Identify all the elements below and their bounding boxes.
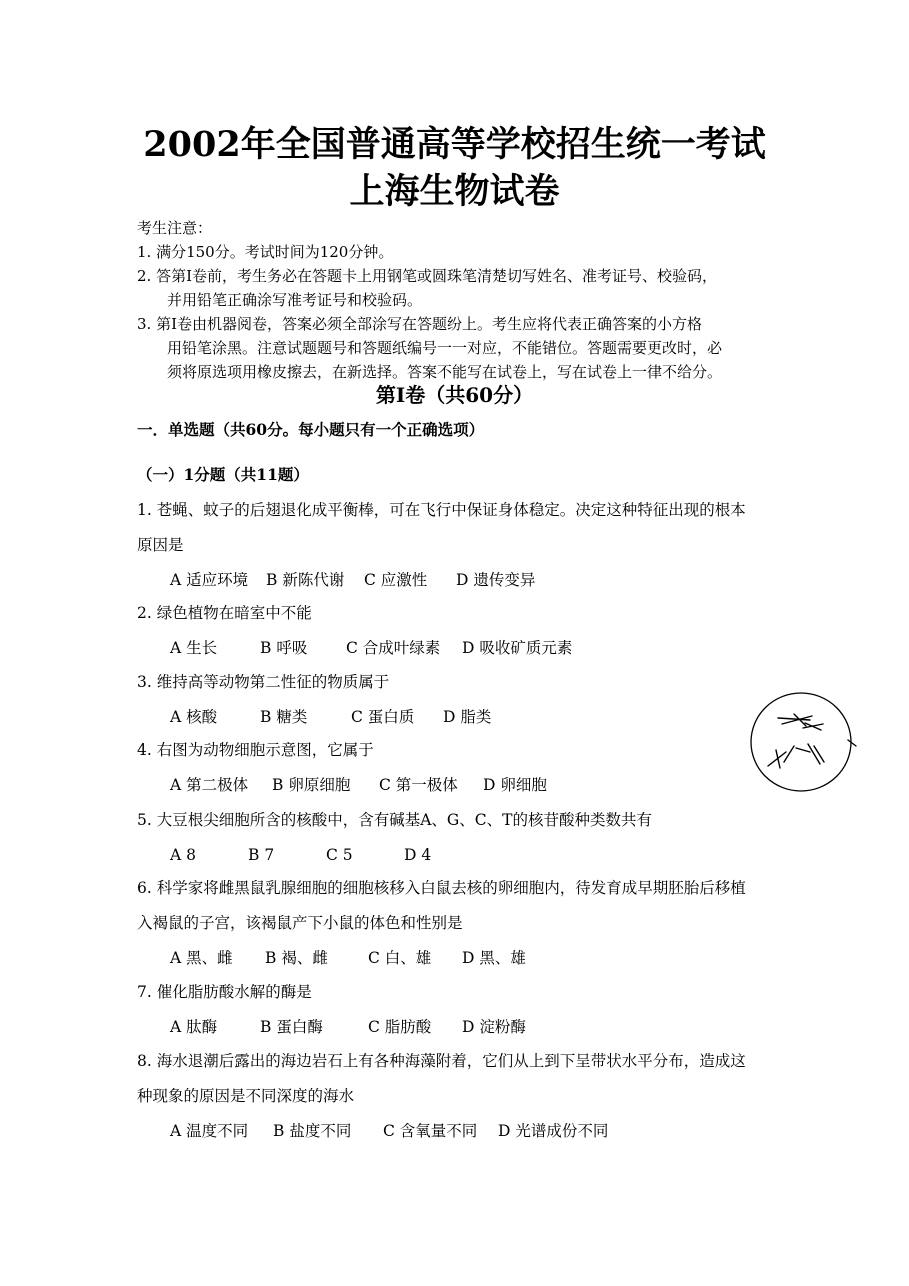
section-single-choice: 一．单选题（共60分。每小题只有一个正确选项） xyxy=(137,420,485,439)
option-d: D 淀粉酶 xyxy=(462,1018,526,1036)
notice-item-2: 2. 答第Ⅰ卷前，考生务必在答题卡上用钢笔或圆珠笔清楚切写姓名、准考证号、校验码， xyxy=(137,267,718,285)
question-1-options xyxy=(170,570,535,590)
option-c: C 第一极体 xyxy=(379,776,458,794)
option-b: B 盐度不同 xyxy=(273,1122,352,1140)
question-6-line1: 6. 科学家将雌黑鼠乳腺细胞的细胞核移入白鼠去核的卵细胞内，待发育成早期胚胎后移植 xyxy=(137,879,746,897)
notice-item-3: 3. 第Ⅰ卷由机器阅卷，答案必须全部涂写在答题纷上。考生应将代表正确答案的小方格 xyxy=(137,315,703,333)
question-1-line2: 原因是 xyxy=(137,536,184,554)
option-d: D 遗传变异 xyxy=(456,571,536,589)
option-b: B 蛋白酶 xyxy=(260,1018,323,1036)
question-8-line2: 种现象的原因是不同深度的海水 xyxy=(137,1087,355,1105)
question-2-line1: 2. 绿色植物在暗室中不能 xyxy=(137,604,312,622)
question-8-line1: 8. 海水退潮后露出的海边岩石上有各种海藻附着，它们从上到下呈带状水平分布，造成这 xyxy=(137,1052,746,1070)
question-5-line1: 5. 大豆根尖细胞所含的核酸中，含有碱基A、G、C、T的核苷酸种类数共有 xyxy=(137,811,652,829)
question-6-line2: 入褐鼠的子宫，该褐鼠产下小鼠的体色和性别是 xyxy=(137,914,463,932)
chromosomes xyxy=(768,714,856,768)
notice-item-3-cont2: 须将原选项用橡皮擦去，在新选择。答案不能写在试卷上，写在试卷上一律不给分。 xyxy=(167,363,723,381)
option-d: D 卵细胞 xyxy=(483,776,547,794)
question-1-line1: 1. 苍蝇、蚊子的后翅退化成平衡棒，可在飞行中保证身体稳定。决定这种特征出现的根本 xyxy=(137,501,746,519)
option-d: D 光谱成份不同 xyxy=(498,1122,609,1140)
cell-membrane xyxy=(751,693,851,791)
option-c: C 白、雄 xyxy=(368,949,432,967)
option-d: D 脂类 xyxy=(443,708,492,726)
option-b: B 糖类 xyxy=(260,708,308,726)
question-5-options xyxy=(170,845,431,865)
option-a: A 黑、雌 xyxy=(170,949,233,967)
question-3-line1: 3. 维持高等动物第二性征的物质属于 xyxy=(137,673,390,691)
option-b: B 7 xyxy=(248,846,275,864)
subsection-1-point: （一）1分题（共11题） xyxy=(137,465,309,484)
option-a: A 核酸 xyxy=(170,708,218,726)
notice-item-1: 1. 满分150分。考试时间为120分钟。 xyxy=(137,243,394,261)
notice-item-3-cont1: 用铅笔涂黑。注意试题题号和答题纸编号一一对应，不能错位。答题需要更改时，必 xyxy=(167,339,723,357)
option-a: A 生长 xyxy=(170,639,218,657)
exam-title-line1: 2002年全国普通高等学校招生统一考试 xyxy=(143,124,766,165)
option-c: C 脂肪酸 xyxy=(368,1018,432,1036)
question-4-line1: 4. 右图为动物细胞示意图，它属于 xyxy=(137,741,374,759)
option-c: C 合成叶绿素 xyxy=(346,639,441,657)
option-c: C 蛋白质 xyxy=(351,708,415,726)
notice-item-2-cont: 并用铅笔正确涂写准考证号和校验码。 xyxy=(167,291,423,309)
question-6-options xyxy=(170,948,526,968)
option-b: B 呼吸 xyxy=(260,639,308,657)
question-2-options xyxy=(170,638,572,658)
option-a: A 温度不同 xyxy=(170,1122,249,1140)
question-7-options xyxy=(170,1017,526,1037)
option-a: A 第二极体 xyxy=(170,776,249,794)
option-d: D 黑、雄 xyxy=(462,949,526,967)
option-b: B 新陈代谢 xyxy=(266,571,345,589)
option-a: A 肽酶 xyxy=(170,1018,218,1036)
option-a: A 8 xyxy=(170,846,196,864)
notice-heading: 考生注意： xyxy=(137,219,213,237)
animal-cell-diagram xyxy=(748,690,860,796)
question-4-options xyxy=(170,775,547,795)
question-3-options xyxy=(170,707,491,727)
exam-title-line2: 上海生物试卷 xyxy=(349,171,560,212)
option-a: A 适应环境 xyxy=(170,571,249,589)
part1-title: 第Ⅰ卷（共60分） xyxy=(375,383,534,407)
question-8-options xyxy=(170,1121,608,1141)
option-b: B 褐、雌 xyxy=(265,949,328,967)
option-c: C 含氧量不同 xyxy=(383,1122,478,1140)
option-b: B 卵原细胞 xyxy=(272,776,351,794)
option-c: C 5 xyxy=(326,846,353,864)
question-7-line1: 7. 催化脂肪酸水解的酶是 xyxy=(137,983,312,1001)
option-d: D 吸收矿质元素 xyxy=(462,639,573,657)
option-d: D 4 xyxy=(404,846,432,864)
option-c: C 应激性 xyxy=(364,571,428,589)
